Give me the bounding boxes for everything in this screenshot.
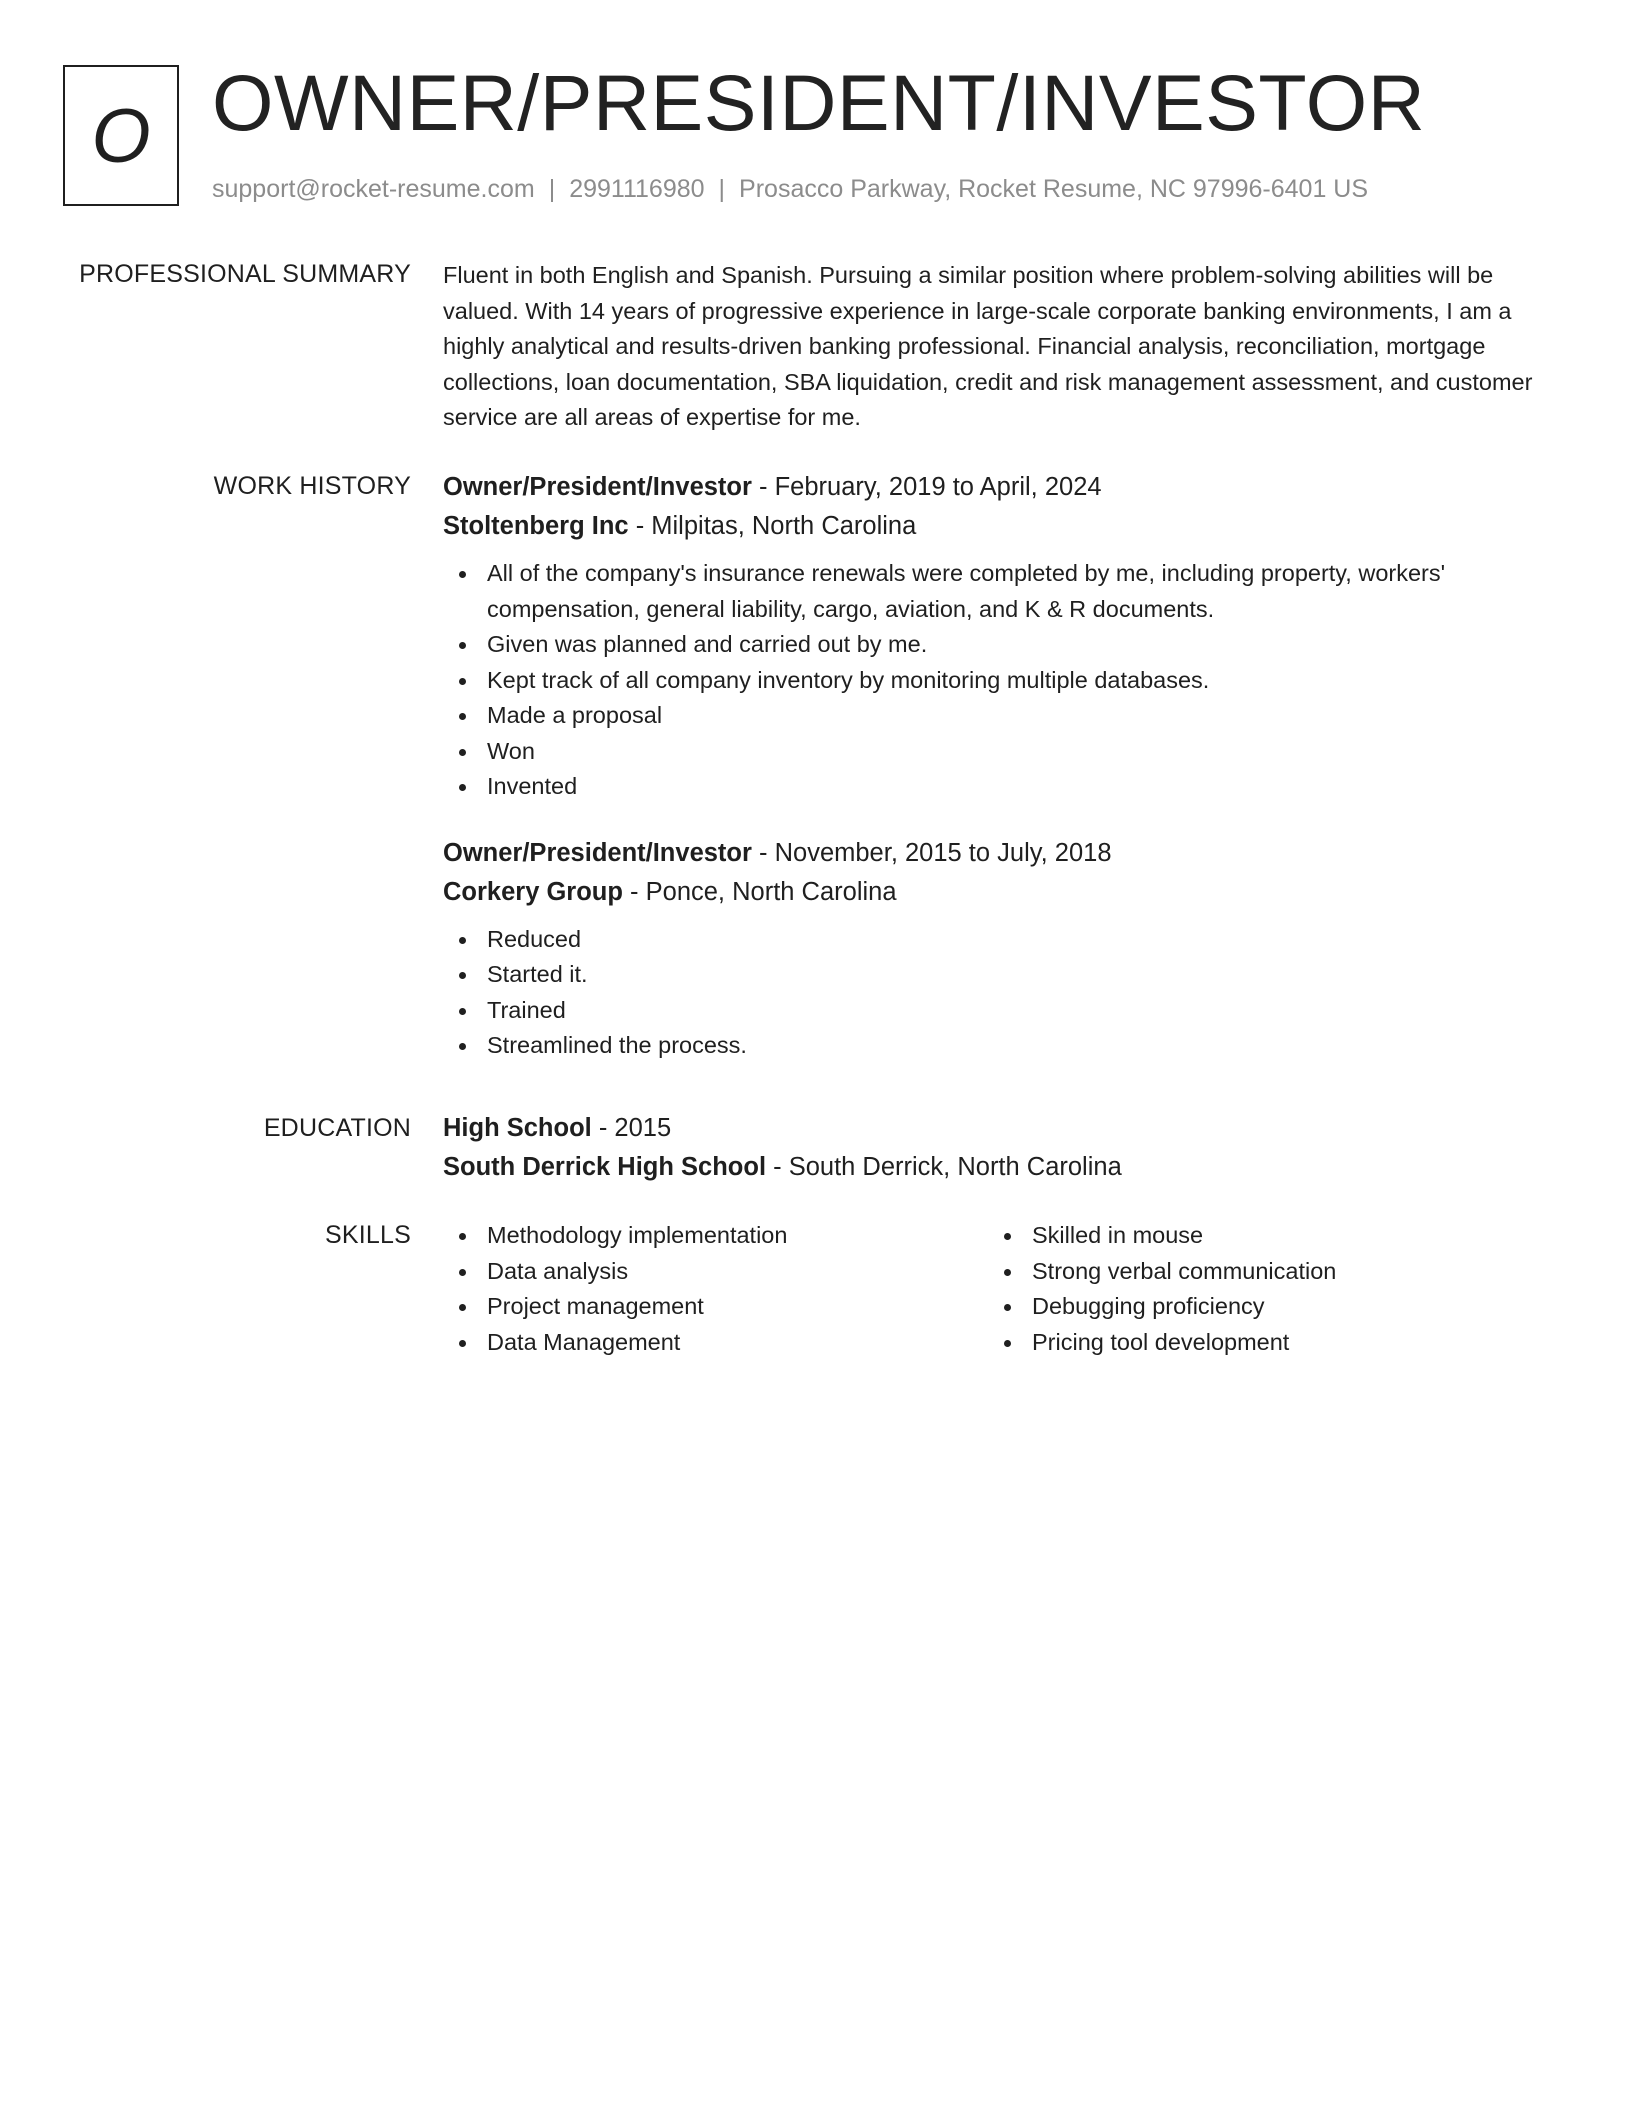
job-position: Owner/President/Investor <box>443 473 752 501</box>
section-title-work-history: WORK HISTORY <box>213 472 411 500</box>
section-title-education: EDUCATION <box>263 1114 411 1142</box>
section-title-summary: PROFESSIONAL SUMMARY <box>79 260 411 288</box>
education-year: - 2015 <box>591 1114 672 1142</box>
job-title-line <box>443 834 1553 873</box>
job-location: - Ponce, North Carolina <box>622 877 897 906</box>
skills-grid <box>443 1218 1553 1360</box>
work-history-body <box>443 468 1553 1064</box>
summary-body <box>443 258 1553 436</box>
job-company-line <box>443 507 1553 546</box>
job-entry <box>443 834 1553 1064</box>
contact-address: Prosacco Parkway, Rocket Resume, NC 97996-6401 US <box>739 175 1369 203</box>
education-location: - South Derrick, North Carolina <box>766 1153 1122 1181</box>
skills-body <box>443 1218 1553 1360</box>
skill-item: Data analysis <box>443 1254 988 1290</box>
job-bullet: Given was planned and carried out by me. <box>443 627 1553 663</box>
job-position: Owner/President/Investor <box>443 838 752 867</box>
section-title-skills: SKILLS <box>325 1221 411 1249</box>
job-dates: - November, 2015 to July, 2018 <box>751 838 1112 867</box>
contact-email: support@rocket-resume.com <box>212 175 535 203</box>
skill-item: Project management <box>443 1289 988 1325</box>
skills-list <box>988 1218 1533 1360</box>
skill-item: Strong verbal communication <box>988 1254 1533 1290</box>
job-title-line <box>443 468 1553 507</box>
job-entry <box>443 468 1553 805</box>
contact-separator: | <box>548 175 556 203</box>
job-bullet: All of the company's insurance renewals were completed by me, including property, workers' compensation, general liability, cargo, aviation, and K & R documents. <box>443 556 1553 627</box>
monogram-letter: O <box>91 93 151 179</box>
job-bullets <box>443 556 1553 805</box>
skills-list <box>443 1218 988 1360</box>
skill-item: Data Management <box>443 1325 988 1361</box>
job-company: Corkery Group <box>443 877 623 906</box>
job-bullet: Streamlined the process. <box>443 1028 1553 1064</box>
skill-item: Skilled in mouse <box>988 1218 1533 1254</box>
skill-item: Pricing tool development <box>988 1325 1533 1361</box>
job-dates: - February, 2019 to April, 2024 <box>751 473 1102 501</box>
job-bullet: Reduced <box>443 922 1553 958</box>
education-degree-line <box>443 1109 1553 1148</box>
job-location: - Milpitas, North Carolina <box>628 512 917 540</box>
contact-line <box>212 174 1368 204</box>
job-bullet: Won <box>443 734 1553 770</box>
contact-phone: 2991116980 <box>569 175 705 203</box>
candidate-name: OWNER/PRESIDENT/INVESTOR <box>212 58 1426 147</box>
education-school: South Derrick High School <box>443 1153 767 1181</box>
skills-column-right <box>988 1218 1533 1360</box>
education-body <box>443 1109 1553 1187</box>
education-degree: High School <box>443 1114 592 1142</box>
job-bullet: Made a proposal <box>443 698 1553 734</box>
education-school-line <box>443 1148 1553 1187</box>
job-bullet: Started it. <box>443 957 1553 993</box>
skill-item: Methodology implementation <box>443 1218 988 1254</box>
job-bullets <box>443 922 1553 1064</box>
summary-text: Fluent in both English and Spanish. Pursuing a similar position where problem-solving abilities will be valued. With 14 years of progressive experience in large-scale corporate banking environments, I am a highly analytical and results-driven banking professional. Financial analysis, reconciliation, mortgage collections, loan documentation, SBA liquidation, credit and risk management assessment, and customer service are all areas of expertise for me. <box>443 262 1533 430</box>
skills-column-left <box>443 1218 988 1360</box>
job-company-line <box>443 873 1553 912</box>
skill-item: Debugging proficiency <box>988 1289 1533 1325</box>
monogram-badge <box>63 65 179 206</box>
contact-separator: | <box>718 175 726 203</box>
job-bullet: Kept track of all company inventory by monitoring multiple databases. <box>443 663 1553 699</box>
job-bullet: Trained <box>443 993 1553 1029</box>
job-company: Stoltenberg Inc <box>443 512 629 540</box>
job-bullet: Invented <box>443 769 1553 805</box>
